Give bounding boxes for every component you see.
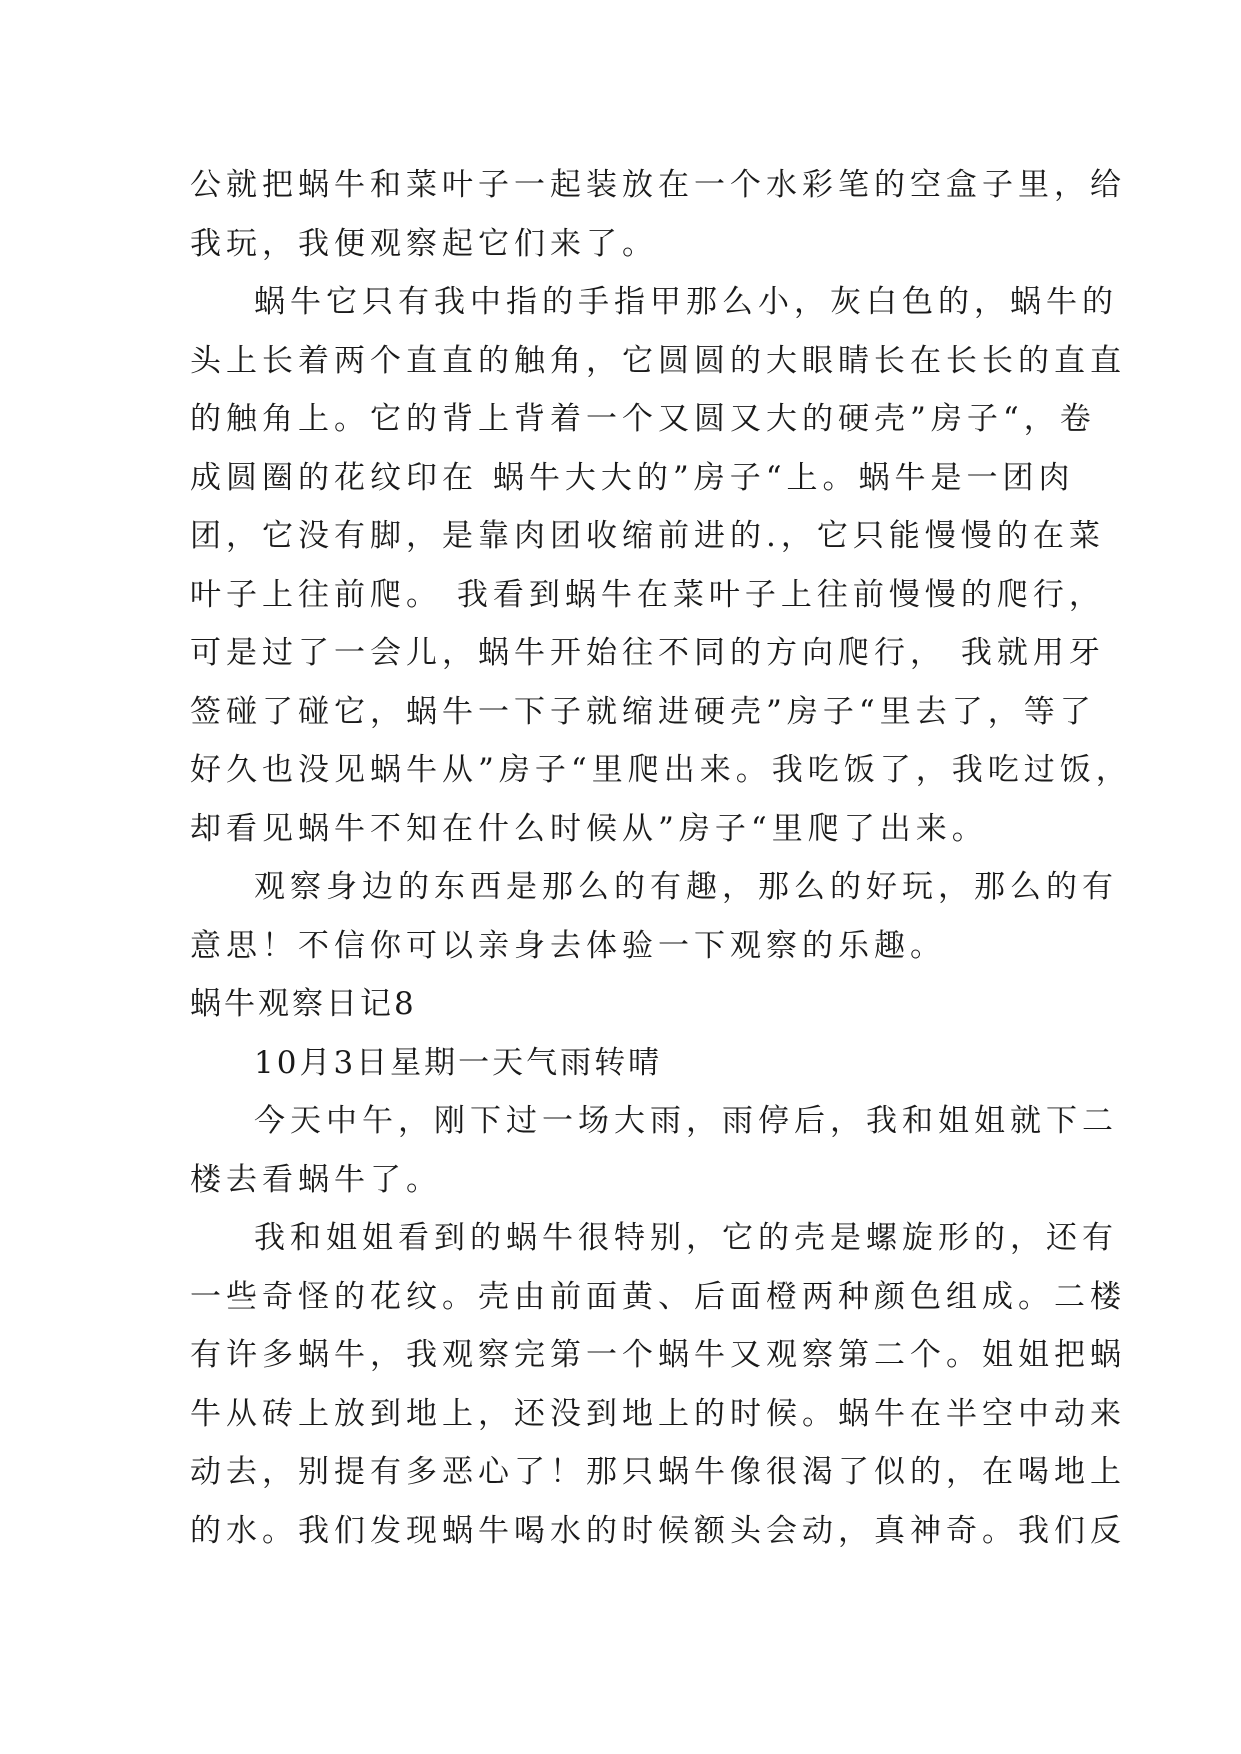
text-line: 观察身边的东西是那么的有趣，那么的好玩，那么的有 <box>254 869 1118 905</box>
text-line: 团，它没有脚，是靠肉团收缩前进的.，它只能慢慢的在菜 <box>190 518 1105 554</box>
text-line: 的水。我们发现蜗牛喝水的时候额头会动，真神奇。我们反 <box>190 1512 1126 1549</box>
text-line: 楼去看蜗牛了。 <box>190 1161 442 1198</box>
text-line: 有许多蜗牛，我观察完第一个蜗牛又观察第二个。姐姐把蜗 <box>190 1337 1126 1373</box>
text-line: 叶子上往前爬。 我看到蜗牛在菜叶子上往前慢慢的爬行， <box>190 576 1105 613</box>
text-line: 我玩，我便观察起它们来了。 <box>190 225 658 262</box>
text-line: 却看见蜗牛不知在什么时候从”房子“里爬了出来。 <box>190 810 988 847</box>
document-body <box>190 156 1132 1560</box>
text-line: 意思！不信你可以亲身去体验一下观察的乐趣。 <box>190 927 946 964</box>
text-line: 成圆圈的花纹印在 蜗牛大大的”房子“上。蜗牛是一团肉 <box>190 459 1075 496</box>
text-line: 今天中午，刚下过一场大雨，雨停后，我和姐姐就下二 <box>254 1103 1118 1139</box>
text-line: 好久也没见蜗牛从”房子“里爬出来。我吃饭了，我吃过饭， <box>190 752 1132 788</box>
text-line: 我和姐姐看到的蜗牛很特别，它的壳是螺旋形的，还有 <box>254 1220 1118 1256</box>
section-heading: 蜗牛观察日记8 <box>190 986 417 1022</box>
text-line: 可是过了一会儿，蜗牛开始往不同的方向爬行， 我就用牙 <box>190 635 1105 671</box>
text-line: 动去，别提有多恶心了！那只蜗牛像很渴了似的，在喝地上 <box>190 1454 1126 1490</box>
text-line: 公就把蜗牛和菜叶子一起装放在一个水彩笔的空盒子里，给 <box>190 167 1126 203</box>
text-line: 蜗牛它只有我中指的手指甲那么小，灰白色的，蜗牛的 <box>254 284 1118 320</box>
text-line: 头上长着两个直直的触角，它圆圆的大眼睛长在长长的直直 <box>190 342 1126 379</box>
text-line: 的触角上。它的背上背着一个又圆又大的硬壳”房子“，卷 <box>190 401 1096 437</box>
text-line: 一些奇怪的花纹。壳由前面黄、后面橙两种颜色组成。二楼 <box>190 1278 1126 1315</box>
text-line: 牛从砖上放到地上，还没到地上的时候。蜗牛在半空中动来 <box>190 1395 1126 1432</box>
date-weather-line: 10月3日星期一天气雨转晴 <box>254 1044 663 1081</box>
text-line: 签碰了碰它，蜗牛一下子就缩进硬壳”房子“里去了，等了 <box>190 693 1096 730</box>
